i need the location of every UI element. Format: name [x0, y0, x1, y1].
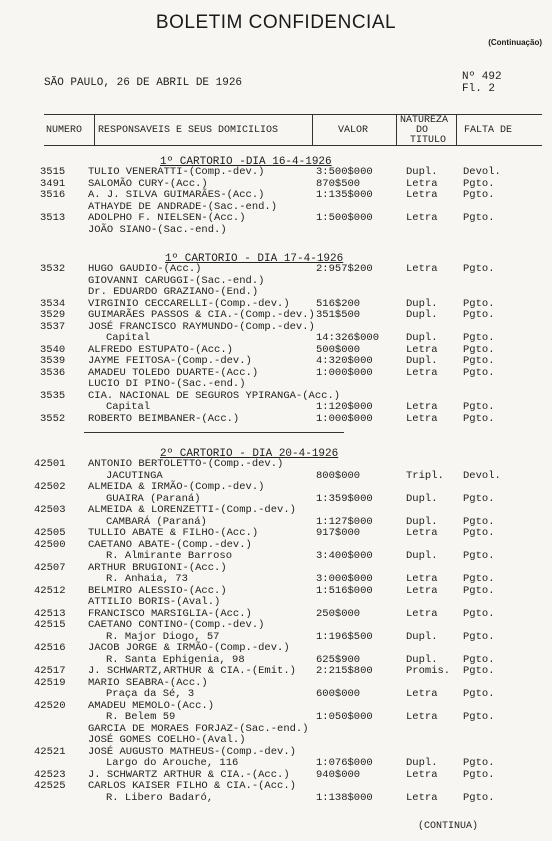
- ledger-row: [0, 299, 552, 310]
- issue-number-block: [462, 71, 502, 95]
- title-nature: Letra: [406, 768, 438, 781]
- responsible-party: GUIMARÃES PASSOS & CIA.-(Comp.-dev.): [88, 309, 315, 321]
- row-value: 2:957$200: [316, 263, 373, 275]
- ledger-row: [0, 758, 552, 769]
- title-nature: Letra: [406, 412, 438, 425]
- failure-reason: Pgto.: [463, 630, 495, 643]
- responsible-party: BELMIRO ALESSIO-(Acc.): [88, 584, 227, 597]
- ledger-row: [0, 276, 552, 287]
- ledger-row: [0, 471, 552, 482]
- title-nature: Dupl.: [406, 757, 438, 769]
- responsible-party: TULLIO ABATE & FILHO-(Acc.): [88, 527, 259, 539]
- responsible-party: GUAIRA (Paraná): [106, 492, 201, 505]
- row-number: 3491: [40, 177, 66, 190]
- ledger-row: [0, 333, 552, 344]
- column-header-natureza-1: NATUREZA: [400, 115, 449, 126]
- row-value: 14:326$000: [316, 332, 380, 344]
- title-nature: Dupl.: [406, 653, 438, 666]
- row-number: 42515: [34, 619, 66, 631]
- row-value: 250$000: [316, 607, 361, 620]
- row-number: 42521: [34, 745, 66, 758]
- responsible-party: Dr. EDUARDO GRAZIANO-(End.): [88, 286, 259, 298]
- row-number: 42505: [34, 527, 66, 539]
- responsible-party: JACUTINGA: [106, 469, 163, 482]
- responsible-party: Capital: [106, 401, 151, 413]
- row-number: 3513: [40, 212, 66, 224]
- failure-reason: Pgto.: [463, 584, 495, 597]
- row-value: 940$000: [316, 768, 361, 781]
- title-nature: Letra: [406, 212, 438, 224]
- failure-reason: Pgto.: [463, 343, 495, 356]
- title-nature: Letra: [406, 573, 438, 585]
- failure-reason: Pgto.: [463, 607, 495, 620]
- failure-reason: Devol.: [463, 166, 501, 178]
- responsible-party: VIRGINIO CECCARELLI-(Comp.-dev.): [88, 297, 290, 310]
- ledger-row: [0, 701, 552, 712]
- failure-reason: Pgto.: [463, 653, 495, 666]
- failure-reason: Pgto.: [463, 332, 495, 344]
- responsible-party: HUGO GAUDIO-(Acc.): [88, 263, 202, 275]
- row-value: 625$900: [316, 653, 361, 666]
- failure-reason: Pgto.: [463, 492, 495, 505]
- title-nature: Dupl.: [406, 492, 438, 505]
- responsible-party: CARLOS KAISER FILHO & CIA.-(Acc.): [88, 780, 296, 792]
- failure-reason: Pgto.: [463, 412, 495, 425]
- responsible-party: ALMEIDA & LORENZETTI-(Comp.-dev.): [88, 504, 296, 516]
- row-number: 3516: [40, 189, 66, 201]
- title-nature: Dupl.: [406, 297, 438, 310]
- title-nature: Letra: [406, 177, 438, 190]
- responsible-party: CAETANO CONTINO-(Comp.-dev.): [88, 619, 265, 631]
- ledger-row: [0, 482, 552, 493]
- ledger-row: [0, 179, 552, 190]
- section-heading: 1º CARTORIO - DIA 17-4-1926: [165, 253, 344, 265]
- column-header-numero: NUMERO: [46, 125, 83, 136]
- responsible-party: TULIO VENERATTI-(Comp.-dev.): [88, 166, 265, 178]
- responsible-party: ALFREDO ESTUPATO-(Acc.): [88, 343, 233, 356]
- ledger-row: [0, 345, 552, 356]
- issue-number: Nº 492: [462, 71, 502, 83]
- responsible-party: Capital: [106, 332, 151, 344]
- row-number: 42513: [34, 607, 66, 620]
- ledger-row: [0, 632, 552, 643]
- title-nature: Letra: [406, 688, 438, 700]
- failure-reason: Pgto.: [463, 212, 495, 224]
- ledger-row: [0, 712, 552, 723]
- row-value: 516$200: [316, 297, 361, 310]
- row-value: 1:076$000: [316, 757, 373, 769]
- responsible-party: ADOLPHO F. NIELSEN-(Acc.): [88, 212, 246, 224]
- title-nature: Tripl.: [406, 469, 444, 482]
- title-nature: Letra: [406, 711, 438, 723]
- column-header-falta: FALTA DE: [464, 125, 513, 136]
- ledger-row: [0, 322, 552, 333]
- responsible-party: CAETANO ABATE-(Comp.-dev.): [88, 538, 252, 551]
- responsible-party: MARIO SEABRA-(Acc.): [88, 676, 208, 689]
- ledger-row: [0, 402, 552, 413]
- column-header-natureza-2: DO: [416, 125, 429, 136]
- title-nature: Letra: [406, 527, 438, 539]
- ledger-row: [0, 770, 552, 781]
- failure-reason: Pgto.: [463, 527, 495, 539]
- row-number: 42525: [34, 780, 66, 792]
- ledger-row: [0, 379, 552, 390]
- row-value: 1:120$000: [316, 401, 373, 413]
- column-divider: [94, 115, 95, 145]
- responsible-party: SALOMÃO CURY-(Acc.): [88, 177, 208, 190]
- row-value: 1:127$000: [316, 515, 373, 528]
- responsible-party: AMADEU TOLEDO DUARTE-(Acc.): [88, 366, 259, 379]
- failure-reason: Pgto.: [463, 366, 495, 379]
- title-nature: Letra: [406, 607, 438, 620]
- responsible-party: R. Major Diogo, 57: [106, 630, 220, 643]
- ledger-row: [0, 264, 552, 275]
- ledger-row: [0, 678, 552, 689]
- responsible-party: FRANCISCO MARSIGLIA-(Acc.): [88, 607, 252, 620]
- responsible-party: ATTILIO BORIS-(Aval.): [88, 596, 221, 608]
- responsible-party: JAYME FEITOSA-(Comp.-dev.): [88, 355, 252, 367]
- row-number: 42502: [34, 481, 66, 493]
- title-nature: Letra: [406, 366, 438, 379]
- row-number: 42500: [34, 538, 66, 551]
- ledger-row: [0, 368, 552, 379]
- responsible-party: GIOVANNI CARUGGI-(Sac.-end.): [88, 274, 265, 287]
- ledger-row: [0, 563, 552, 574]
- row-value: 1:516$000: [316, 584, 373, 597]
- responsible-party: JACOB JORGE & IRMÃO-(Comp.-dev.): [88, 642, 290, 654]
- ledger-row: [0, 735, 552, 746]
- row-value: 870$500: [316, 177, 361, 190]
- responsible-party: J. SCHWARTZ,ARTHUR & CIA.-(Emit.): [88, 665, 296, 677]
- failure-reason: Devol.: [463, 469, 501, 482]
- failure-reason: Pgto.: [463, 768, 495, 781]
- failure-reason: Pgto.: [463, 309, 495, 321]
- row-value: 1:000$000: [316, 412, 373, 425]
- row-number: 3532: [40, 263, 66, 275]
- row-value: 351$500: [316, 309, 361, 321]
- ledger-row: [0, 666, 552, 677]
- title-nature: Dupl.: [406, 550, 438, 562]
- responsible-party: JOÃO SIANO-(Sac.-end.): [88, 223, 227, 236]
- section-heading: 1º CARTORIO -DIA 16-4-1926: [160, 156, 332, 168]
- failure-reason: Pgto.: [463, 688, 495, 700]
- document-title: BOLETIM CONFIDENCIAL: [155, 12, 397, 33]
- title-nature: Letra: [406, 263, 438, 275]
- ledger-row: [0, 202, 552, 213]
- row-number: 3540: [40, 343, 66, 356]
- responsible-party: AMADEU MEMOLO-(Acc.): [88, 699, 215, 712]
- responsible-party: JOSÉ FRANCISCO RAYMUNDO-(Comp.-dev.): [88, 320, 315, 333]
- row-number: 42519: [34, 676, 66, 689]
- row-number: 42507: [34, 561, 66, 574]
- failure-reason: Pgto.: [463, 791, 495, 804]
- row-value: 600$000: [316, 688, 361, 700]
- row-value: 1:138$000: [316, 791, 373, 804]
- ledger-row: [0, 620, 552, 631]
- title-nature: Dupl.: [406, 309, 438, 321]
- title-nature: Letra: [406, 189, 438, 201]
- ledger-row: [0, 724, 552, 735]
- row-number: 3515: [40, 166, 66, 178]
- dateline: SÃO PAULO, 26 DE ABRIL DE 1926: [44, 77, 243, 89]
- ledger-row: [0, 528, 552, 539]
- failure-reason: Pgto.: [463, 550, 495, 562]
- row-value: 3:400$000: [316, 550, 373, 562]
- ledger-row: [0, 574, 552, 585]
- column-header-natureza-3: TITULO: [410, 135, 447, 146]
- responsible-party: CAMBARÁ (Paraná): [106, 515, 207, 528]
- ledger-row: [0, 597, 552, 608]
- responsible-party: R. Santa Ephigenia, 98: [106, 653, 245, 666]
- row-value: 1:050$000: [316, 711, 373, 723]
- title-nature: Dupl.: [406, 166, 438, 178]
- responsible-party: ROBERTO BEIMBANER-(Acc.): [88, 412, 240, 425]
- row-value: 1:500$000: [316, 212, 373, 224]
- row-number: 3539: [40, 355, 66, 367]
- title-nature: Dupl.: [406, 355, 438, 367]
- row-value: 3:500$000: [316, 166, 373, 178]
- responsible-party: R. Belem 59: [106, 711, 176, 723]
- continuation-label: (Continuação): [488, 38, 542, 47]
- section-heading: 2º CARTORIO - DIA 20-4-1926: [160, 448, 339, 460]
- column-divider: [312, 115, 313, 145]
- title-nature: Dupl.: [406, 332, 438, 344]
- row-number: 42512: [34, 584, 66, 597]
- ledger-row: [0, 551, 552, 562]
- row-value: 1:196$500: [316, 630, 373, 643]
- continua-footer: (CONTINUA): [418, 821, 479, 832]
- row-value: 3:000$000: [316, 573, 373, 585]
- section-separator: [84, 432, 344, 433]
- title-nature: Letra: [406, 343, 438, 356]
- ledger-row: [0, 225, 552, 236]
- ledger-row: [0, 517, 552, 528]
- ledger-row: [0, 190, 552, 201]
- ledger-row: [0, 459, 552, 470]
- ledger-row: [0, 310, 552, 321]
- failure-reason: Pgto.: [463, 757, 495, 769]
- title-nature: Dupl.: [406, 630, 438, 643]
- title-nature: Letra: [406, 584, 438, 597]
- row-number: 3536: [40, 366, 66, 379]
- failure-reason: Pgto.: [463, 297, 495, 310]
- row-number: 42517: [34, 665, 66, 677]
- ledger-row: [0, 167, 552, 178]
- ledger-row: [0, 505, 552, 516]
- row-number: 3529: [40, 309, 66, 321]
- ledger-row: [0, 540, 552, 551]
- responsible-party: ATHAYDE DE ANDRADE-(Sac.-end.): [88, 200, 278, 213]
- failure-reason: Pgto.: [463, 573, 495, 585]
- ledger-row: [0, 494, 552, 505]
- row-number: 42503: [34, 504, 66, 516]
- responsible-party: LUCIO DI PINO-(Sac.-end.): [88, 378, 246, 390]
- responsible-party: Praça da Sé, 3: [106, 688, 195, 700]
- responsible-party: ANTONIO BERTOLETTO-(Comp.-dev.): [88, 458, 284, 470]
- responsible-party: CIA. NACIONAL DE SEGUROS YPIRANGA-(Acc.): [88, 389, 341, 402]
- ledger-row: [0, 747, 552, 758]
- title-nature: Promis.: [406, 665, 451, 677]
- responsible-party: ARTHUR BRUGIONI-(Acc.): [88, 561, 227, 574]
- row-number: 42516: [34, 642, 66, 654]
- row-value: 500$000: [316, 343, 361, 356]
- table-header: [44, 114, 542, 146]
- failure-reason: Pgto.: [463, 189, 495, 201]
- row-number: 3537: [40, 320, 66, 333]
- failure-reason: Pgto.: [463, 711, 495, 723]
- row-value: 2:215$800: [316, 665, 373, 677]
- row-value: 4:320$000: [316, 355, 373, 367]
- title-nature: Letra: [406, 401, 438, 413]
- row-number: 42501: [34, 458, 66, 470]
- failure-reason: Pgto.: [463, 355, 495, 367]
- responsible-party: Largo do Arouche, 116: [106, 757, 239, 769]
- column-divider: [396, 115, 397, 145]
- row-value: 1:359$000: [316, 492, 373, 505]
- ledger-row: [0, 213, 552, 224]
- row-value: 1:000$000: [316, 366, 373, 379]
- row-number: 3535: [40, 389, 66, 402]
- row-value: 917$000: [316, 527, 361, 539]
- ledger-row: [0, 287, 552, 298]
- row-number: 42523: [34, 768, 66, 781]
- column-divider: [456, 115, 457, 145]
- responsible-party: ALMEIDA & IRMÃO-(Comp.-dev.): [88, 481, 265, 493]
- row-number: 42520: [34, 699, 66, 712]
- failure-reason: Pgto.: [463, 665, 495, 677]
- sheet-number: Fl. 2: [462, 83, 496, 95]
- responsible-party: JOSÉ GOMES COELHO-(Aval.): [88, 734, 246, 746]
- ledger-row: [0, 643, 552, 654]
- ledger-row: [0, 586, 552, 597]
- responsible-party: A. J. SILVA GUIMARÃES-(Acc.): [88, 189, 265, 201]
- ledger-row: [0, 689, 552, 700]
- ledger-row: [0, 414, 552, 425]
- title-nature: Letra: [406, 791, 438, 804]
- column-header-responsaveis: RESPONSAVEIS E SEUS DOMICILIOS: [98, 125, 279, 136]
- failure-reason: Pgto.: [463, 401, 495, 413]
- ledger-row: [0, 356, 552, 367]
- responsible-party: R. Libero Badaró,: [106, 791, 214, 804]
- ledger-row: [0, 609, 552, 620]
- row-value: 800$000: [316, 469, 361, 482]
- responsible-party: R. Anhaia, 73: [106, 573, 188, 585]
- failure-reason: Pgto.: [463, 263, 495, 275]
- column-header-valor: VALOR: [338, 125, 369, 136]
- ledger-row: [0, 781, 552, 792]
- title-nature: Dupl.: [406, 515, 438, 528]
- row-number: 3534: [40, 297, 66, 310]
- responsible-party: R. Almirante Barroso: [106, 550, 233, 562]
- responsible-party: JOSÉ AUGUSTO MATHEUS-(Comp.-dev.): [88, 745, 296, 758]
- ledger-row: [0, 391, 552, 402]
- ledger-row: [0, 655, 552, 666]
- responsible-party: J. SCHWARTZ ARTHUR & CIA.-(Acc.): [88, 768, 290, 781]
- row-value: 1:135$000: [316, 189, 373, 201]
- failure-reason: Pgto.: [463, 177, 495, 190]
- row-number: 3552: [40, 412, 66, 425]
- responsible-party: GARCIA DE MORAES FORJAZ-(Sac.-end.): [88, 722, 309, 735]
- failure-reason: Pgto.: [463, 515, 495, 528]
- ledger-row: [0, 793, 552, 804]
